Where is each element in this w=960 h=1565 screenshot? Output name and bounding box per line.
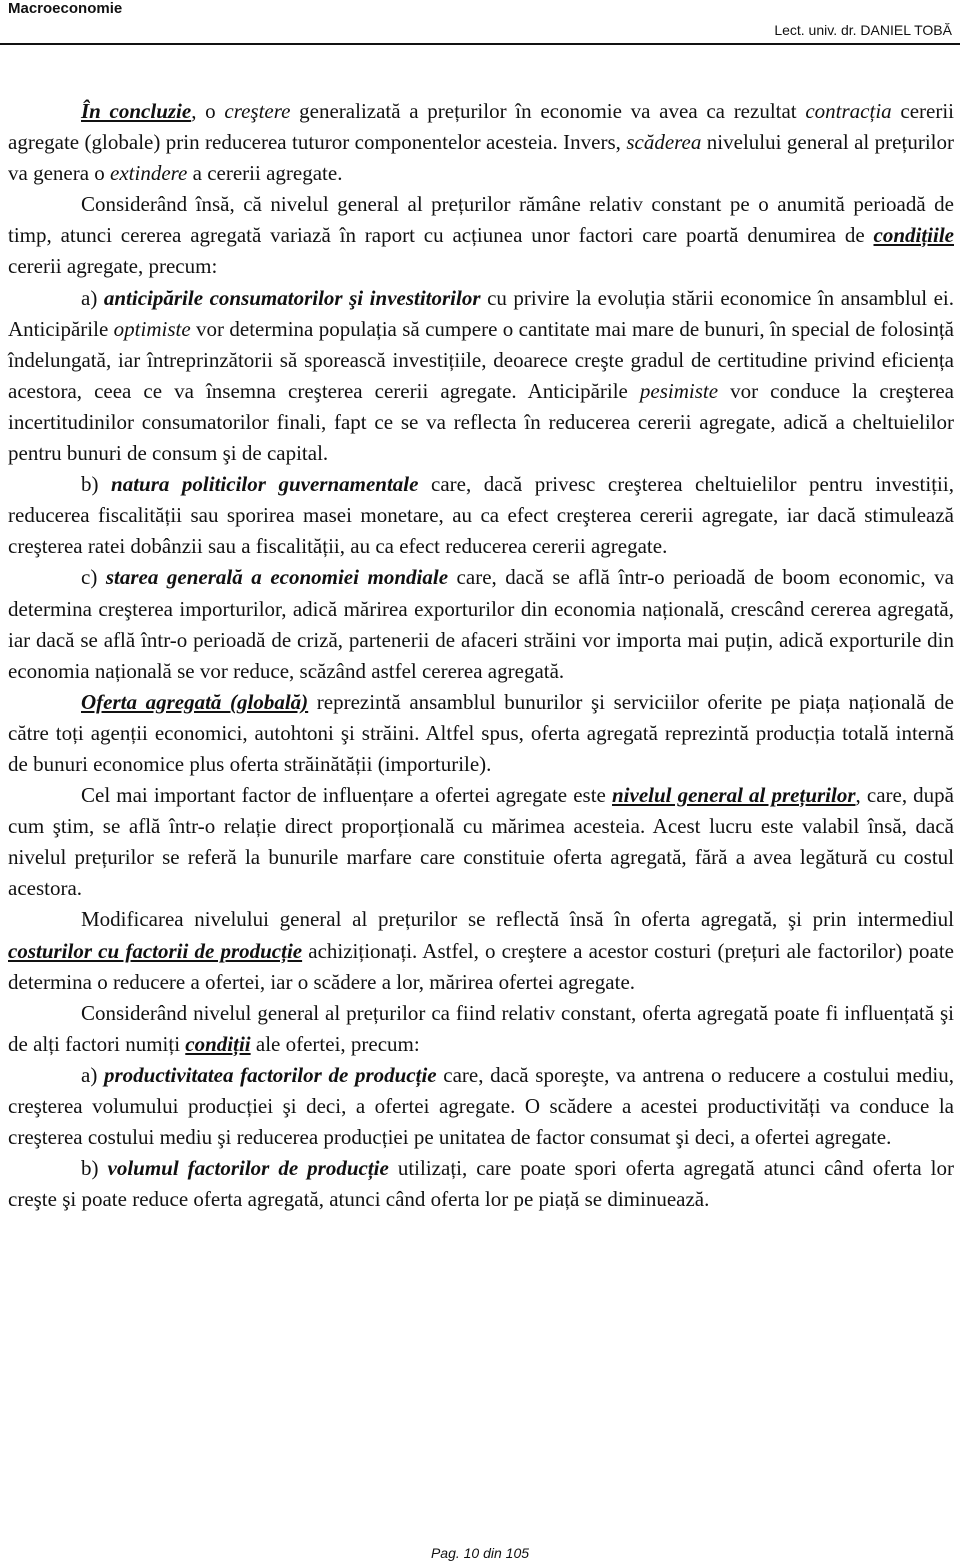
body-text: b) xyxy=(81,1156,108,1181)
body-text: Considerând însă, că nivelul general al prețurilor rămâne relativ constant pe o anumită perioadă de timp, atunci cererea agregată variază în raport cu acțiunea unor factori care poartă denumirea de xyxy=(8,192,954,248)
emphasis-text: nivelul general al prețurilor xyxy=(612,783,856,808)
paragraph xyxy=(8,189,954,282)
body-text: Considerând nivelul general al prețurilor ca fiind relativ constant, oferta agregată poate fi influențată şi de alți factori numiți xyxy=(8,1000,954,1056)
emphasis-text: În concluzie xyxy=(81,99,192,123)
emphasis-text: productivitatea factorilor de producție xyxy=(103,1062,437,1087)
paragraph xyxy=(8,998,954,1060)
body-text: reprezintă ansamblul bunurilor şi serviciilor oferite pe piața națională de către toți agenții economici, autohtoni şi străini. Altfel spus, oferta agregată reprezintă producția totală internă de bunuri economice plus oferta străinătății (importurile). xyxy=(8,689,954,776)
paragraph xyxy=(8,1060,954,1153)
body-text: cererii agregate (globale) prin reducerea tuturor componentelor acesteia. Invers, xyxy=(8,99,955,155)
emphasis-text: starea generală a economiei mondiale xyxy=(105,565,449,590)
emphasis-text: scăderea xyxy=(626,130,702,155)
document-body xyxy=(8,96,954,1215)
emphasis-text: natura politicilor guvernamentale xyxy=(111,472,419,497)
body-text: care, dacă sporeşte, va antrena o reducere a costului mediu, creşterea volumului producției şi deci, a ofertei agregate. O scădere a acestei productivități va conduce la creşterea costului mediu şi reducerea producției pe unitatea de factor consumat şi deci, a ofertei agregate. xyxy=(8,1062,954,1150)
body-text: nivelului general al prețurilor va genera o xyxy=(8,130,954,186)
body-text: ale ofertei, precum: xyxy=(250,1031,420,1056)
emphasis-text: optimiste xyxy=(113,316,191,341)
body-text: a) xyxy=(81,285,104,310)
body-text: care, dacă privesc creşterea cheltuielilor pentru investiții, reducerea fiscalității sau sporirea masei monetare, au ca efect creşterea cererii agregate, iar dacă stimulează creşterea ratei dobânzii sau a fiscalității, au ca efect reducerea cererii agregate. xyxy=(8,472,954,559)
paragraph xyxy=(8,469,954,562)
emphasis-text: condiții xyxy=(185,1031,251,1056)
emphasis-text: volumul factorilor de producție xyxy=(107,1156,389,1181)
body-text: generalizată a prețurilor în economie va avea ca rezultat xyxy=(290,99,806,123)
emphasis-text: pesimiste xyxy=(639,378,719,403)
emphasis-text: creştere xyxy=(224,99,291,123)
paragraph xyxy=(8,283,954,470)
paragraph xyxy=(8,1153,954,1215)
body-text: care, dacă se află într-o perioadă de boom economic, va determina creşterea importurilor, adică mărirea exporturilor din economia națională, crescând cererea agregată, iar dacă se află într-o perioadă de criză, partenerii de afaceri străini vor importa mai puțin, adică exporturile din economia națională se vor reduce, scăzând astfel cererea agregată. xyxy=(8,565,954,683)
body-text: cererii agregate, precum: xyxy=(8,254,218,279)
body-text: , o xyxy=(191,99,225,123)
body-text: a cererii agregate. xyxy=(187,161,343,186)
emphasis-text: costurilor cu factorii de producție xyxy=(8,938,303,963)
body-text: b) xyxy=(81,472,112,497)
body-text: vor conduce la creşterea incertitudinilor consumatorilor finali, fapt ce se va reflecta în reducerea cererii agregate, adică a cheltuielilor pentru bunuri de consum şi de capital. xyxy=(8,378,954,466)
body-text: vor determina populația să cumpere o cantitate mai mare de bunuri, în special de folosință îndelungată, iar întreprinzătorii să sporească investițiile, deoarece creşte gradul de certitudine privind eficiența acestora, ceea ce va însemna creşterea cererii agregate. Anticipările xyxy=(8,316,955,403)
paragraph xyxy=(8,96,954,189)
body-text: cu privire la evoluția stării economice în ansamblul ei. Anticipările xyxy=(8,285,954,341)
emphasis-text: condițiile xyxy=(873,223,954,248)
emphasis-text: contracția xyxy=(805,99,892,123)
paragraph xyxy=(8,904,954,997)
body-text: , care, după cum ştim, se află într-o relație direct proporțională cu mărimea acesteia. Acest lucru este valabil însă, dacă nivelul prețurilor se referă la bunurile marfare care constituie oferta agregată, fără a avea legătură cu costul acestora. xyxy=(8,783,955,901)
course-title: Macroeconomie xyxy=(8,0,123,17)
emphasis-text: Oferta agregată (globală) xyxy=(81,689,309,714)
author-name: Lect. univ. dr. DANIEL TOBĂ xyxy=(774,22,952,38)
body-text: achiziționați. Astfel, o creştere a acestor costuri (prețuri ale factorilor) poate determina o reducere a ofertei, iar o scădere a lor, mărirea ofertei agregate. xyxy=(8,938,954,994)
emphasis-text: anticipările consumatorilor şi investitorilor xyxy=(103,285,481,310)
page-number: Pag. 10 din 105 xyxy=(430,1545,530,1561)
body-text: a) xyxy=(81,1062,104,1087)
paragraph xyxy=(8,562,954,686)
paragraph xyxy=(8,780,954,904)
emphasis-text: extindere xyxy=(110,161,188,186)
paragraph xyxy=(8,687,954,780)
header-divider xyxy=(0,43,960,45)
body-text: Cel mai important factor de influențare a ofertei agregate este xyxy=(81,783,612,808)
body-text: utilizați, care poate spori oferta agregată atunci când oferta lor creşte şi poate reduce oferta agregată, atunci când oferta lor pe piață se diminuează. xyxy=(8,1156,955,1212)
body-text: Modificarea nivelului general al prețurilor se reflectă însă în oferta agregată, şi prin intermediul xyxy=(81,907,954,932)
body-text: c) xyxy=(81,565,106,590)
